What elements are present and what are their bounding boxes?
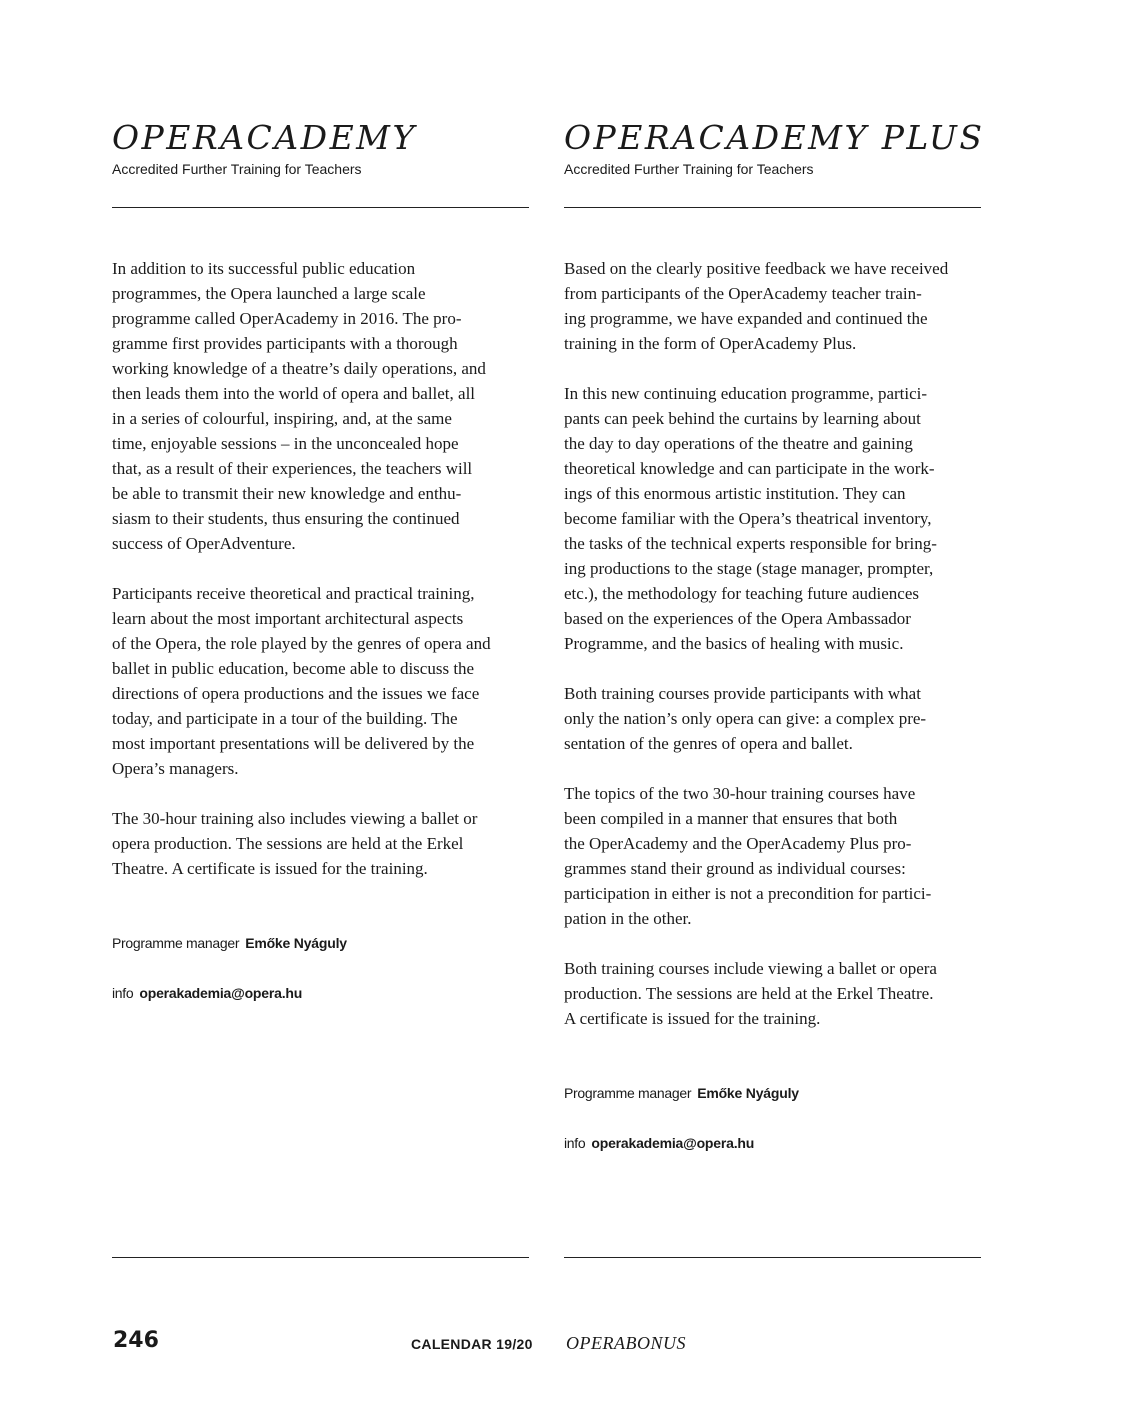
left-subtitle: Accredited Further Training for Teachers [112,161,362,177]
paragraph-line: time, enjoyable sessions – in the unconcealed hope [112,434,459,453]
paragraph-line: from participants of the OperAcademy teacher train- [564,284,922,303]
manager-label: Programme manager [112,935,240,951]
paragraph-line: in a series of colourful, inspiring, and, at the same [112,409,452,428]
paragraph-line: The 30-hour training also includes viewing a ballet or [112,809,478,828]
paragraph-line: etc.), the methodology for teaching future audiences [564,584,919,603]
left-manager-line [112,935,347,951]
paragraph-line: sentation of the genres of opera and ballet. [564,734,853,753]
paragraph-line: only the nation’s only opera can give: a complex pre- [564,709,927,728]
body-paragraph [564,681,981,756]
paragraph-line: The topics of the two 30-hour training courses have [564,784,916,803]
paragraph-line: participation in either is not a precondition for partici- [564,884,932,903]
paragraph-line: that, as a result of their experiences, the teachers will [112,459,473,478]
paragraph-line: of the Opera, the role played by the genres of opera and [112,634,491,653]
right-subtitle: Accredited Further Training for Teachers [564,161,814,177]
right-bottom-divider [564,1257,981,1258]
page-number: 246 [113,1328,159,1353]
paragraph-line: most important presentations will be delivered by the [112,734,475,753]
paragraph-line: gramme first provides participants with a thorough [112,334,458,353]
paragraph-line: Participants receive theoretical and practical training, [112,584,475,603]
paragraph-line: the tasks of the technical experts responsible for bring- [564,534,937,553]
info-label: info [564,1135,586,1151]
body-paragraph [112,806,529,881]
paragraph-line: Both training courses provide participants with what [564,684,921,703]
paragraph-line: today, and participate in a tour of the building. The [112,709,458,728]
paragraph-line: success of OperAdventure. [112,534,296,553]
left-column [112,118,529,1001]
paragraph-line: ing programme, we have expanded and continued the [564,309,928,328]
paragraph-line: pants can peek behind the curtains by learning about [564,409,921,428]
right-top-divider [564,207,981,208]
body-paragraph [564,256,981,356]
paragraph-line: grammes stand their ground as individual courses: [564,859,906,878]
publication-name: CALENDAR 19/20 [411,1336,533,1352]
paragraph-line: ings of this enormous artistic institution. They can [564,484,906,503]
paragraph-line: directions of opera productions and the issues we face [112,684,480,703]
paragraph-line: siasm to their students, thus ensuring the continued [112,509,460,528]
paragraph-line: ing productions to the stage (stage manager, prompter, [564,559,934,578]
paragraph-line: based on the experiences of the Opera Ambassador [564,609,911,628]
paragraph-line: opera production. The sessions are held at the Erkel [112,834,464,853]
paragraph-line: training in the form of OperAcademy Plus. [564,334,857,353]
manager-label: Programme manager [564,1085,692,1101]
left-top-divider [112,207,529,208]
body-paragraph [564,381,981,656]
body-paragraph [112,581,529,781]
right-manager-line [564,1085,799,1101]
info-email-link[interactable]: operakademia@opera.hu [139,985,303,1001]
manager-name: Emőke Nyáguly [697,1085,799,1101]
paragraph-line: then leads them into the world of opera and ballet, all [112,384,476,403]
paragraph-line: learn about the most important architectural aspects [112,609,464,628]
paragraph-line: In addition to its successful public education [112,259,416,278]
paragraph-line: Programme, and the basics of healing with music. [564,634,904,653]
paragraph-line: be able to transmit their new knowledge and enthu- [112,484,462,503]
paragraph-line: A certificate is issued for the training. [564,1009,821,1028]
body-paragraph [564,781,981,931]
paragraph-line: programme called OperAcademy in 2016. The pro- [112,309,462,328]
paragraph-line: programmes, the Opera launched a large scale [112,284,426,303]
paragraph-line: working knowledge of a theatre’s daily operations, and [112,359,486,378]
left-info-line [112,985,302,1001]
paragraph-line: theoretical knowledge and can participate in the work- [564,459,935,478]
paragraph-line: been compiled in a manner that ensures that both [564,809,898,828]
paragraph-line: ballet in public education, become able to discuss the [112,659,475,678]
paragraph-line: production. The sessions are held at the Erkel Theatre. [564,984,934,1003]
manager-name: Emőke Nyáguly [245,935,347,951]
right-info-line [564,1135,754,1151]
paragraph-line: In this new continuing education programme, partici- [564,384,928,403]
body-paragraph [112,256,529,556]
paragraph-line: pation in the other. [564,909,692,928]
paragraph-line: Based on the clearly positive feedback we have received [564,259,949,278]
paragraph-line: become familiar with the Opera’s theatrical inventory, [564,509,932,528]
info-email-link[interactable]: operakademia@opera.hu [591,1135,755,1151]
paragraph-line: Both training courses include viewing a ballet or opera [564,959,937,978]
section-name: OPERABONUS [566,1333,686,1353]
left-body [112,256,529,906]
paragraph-line: the day to day operations of the theatre and gaining [564,434,913,453]
right-column [564,118,985,1151]
left-bottom-divider [112,1257,529,1258]
body-paragraph [564,956,981,1031]
right-title: OPERACADEMY PLUS [564,118,985,157]
left-title: OPERACADEMY [112,118,417,157]
paragraph-line: the OperAcademy and the OperAcademy Plus pro- [564,834,912,853]
right-body [564,256,981,1056]
paragraph-line: Opera’s managers. [112,759,239,778]
info-label: info [112,985,134,1001]
paragraph-line: Theatre. A certificate is issued for the training. [112,859,428,878]
